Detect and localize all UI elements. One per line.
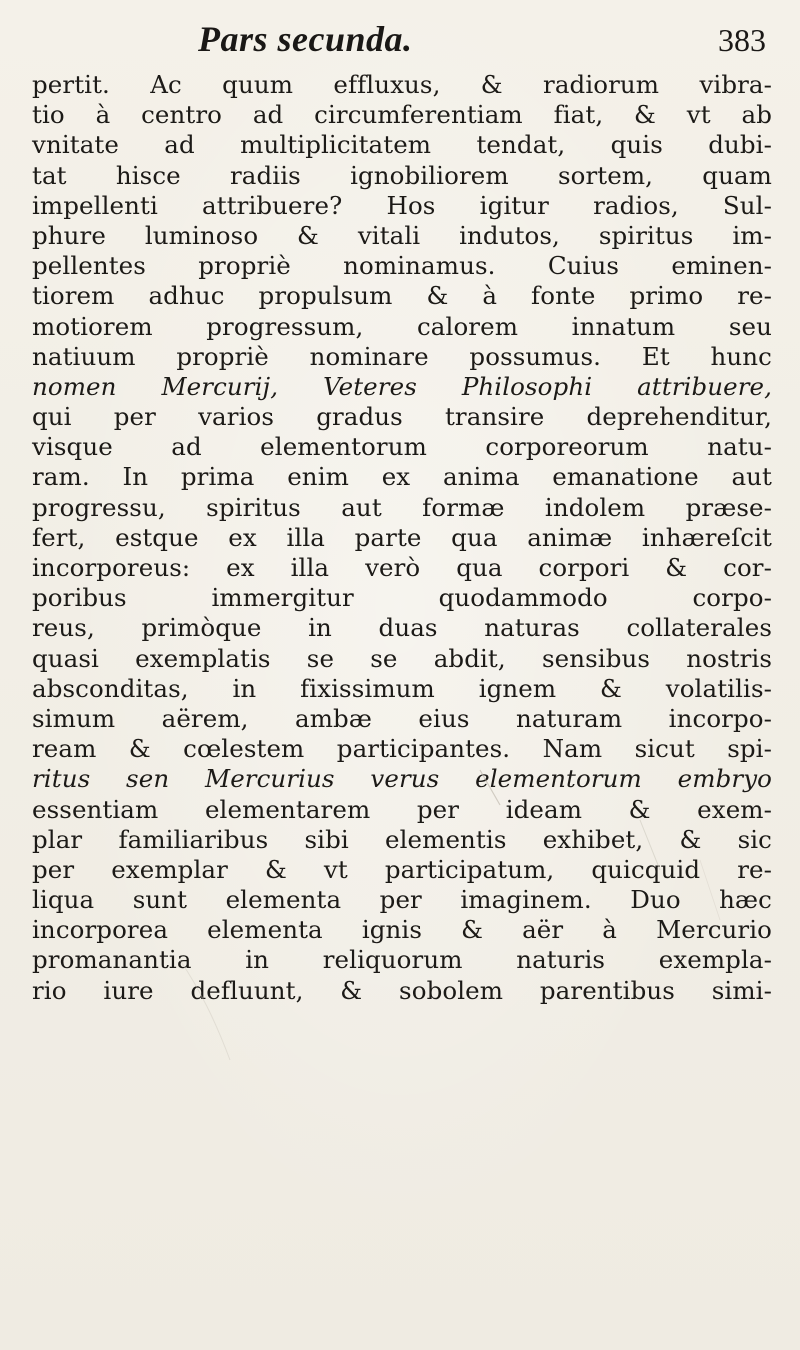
text-line: ream & cœlestem participantes. Nam sicut spi- <box>32 734 772 764</box>
text-line: tio à centro ad circumferentiam fiat, & vt ab <box>32 100 772 130</box>
text-line-italic: ritus sen Mercurius verus elementorum embryo <box>32 764 772 794</box>
body-text <box>32 70 772 1006</box>
text-line: natiuum propriè nominare possumus. Et hunc <box>32 341 772 371</box>
text-line: impellenti attribuere? Hos igitur radios, Sul- <box>32 190 772 220</box>
text-line: ram. In prima enim ex anima emanatione aut <box>32 462 772 492</box>
running-head <box>0 18 800 62</box>
text-line: motiorem progressum, calorem innatum seu <box>32 311 772 341</box>
text-line: incorporea elementa ignis & aër à Mercurio <box>32 915 772 945</box>
page-number: 383 <box>718 22 766 58</box>
text-line: poribus immergitur quodammodo corpo- <box>32 583 772 613</box>
text-line: liqua sunt elementa per imaginem. Duo hæc <box>32 885 772 915</box>
text-line: fert, estque ex illa parte qua animæ inhæreſcit <box>32 522 772 552</box>
text-line: essentiam elementarem per ideam & exem- <box>32 794 772 824</box>
text-line: plar familiaribus sibi elementis exhibet, & sic <box>32 824 772 854</box>
text-line: quasi exemplatis se se abdit, sensibus nostris <box>32 643 772 673</box>
text-line: absconditas, in fixissimum ignem & volatilis- <box>32 673 772 703</box>
text-line: tiorem adhuc propulsum & à fonte primo re- <box>32 281 772 311</box>
running-title: Pars secunda. <box>198 19 413 59</box>
text-line: progressu, spiritus aut formæ indolem præse- <box>32 492 772 522</box>
text-line: pellentes propriè nominamus. Cuius eminen- <box>32 251 772 281</box>
text-line: rio iure defluunt, & sobolem parentibus simi- <box>32 975 772 1005</box>
text-line: visque ad elementorum corporeorum natu- <box>32 432 772 462</box>
text-line: qui per varios gradus transire deprehenditur, <box>32 402 772 432</box>
text-line: promanantia in reliquorum naturis exempla- <box>32 945 772 975</box>
text-line: vnitate ad multiplicitatem tendat, quis dubi- <box>32 130 772 160</box>
text-line-italic: nomen Mercurij, Veteres Philosophi attribuere, <box>32 371 772 401</box>
text-line: pertit. Ac quum effluxus, & radiorum vibra- <box>32 70 772 99</box>
text-line: simum aërem, ambæ eius naturam incorpo- <box>32 703 772 733</box>
text-line: reus, primòque in duas naturas collaterales <box>32 613 772 643</box>
text-line: per exemplar & vt participatum, quicquid re- <box>32 854 772 884</box>
text-line: phure luminoso & vitali indutos, spiritus im- <box>32 220 772 250</box>
text-line: incorporeus: ex illa verò qua corpori & cor- <box>32 553 772 582</box>
text-line: tat hisce radiis ignobiliorem sortem, quam <box>32 160 772 190</box>
